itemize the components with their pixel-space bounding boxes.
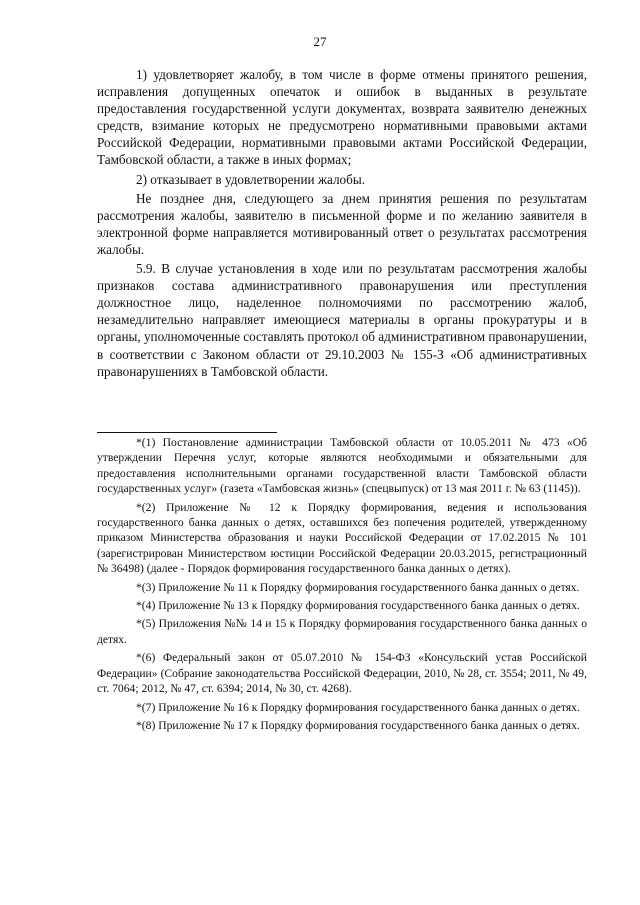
- footnote-separator: [97, 432, 277, 433]
- paragraph: 1) удовлетворяет жалобу, в том числе в форме отмены принятого решения, исправления допущенных опечаток и ошибок в выданных в результате предоставления государственной услуги документах, возврата заявителю денежных средств, взимание которых не предусмотрено нормативными правовыми актами Российской Федерации, нормативными правовыми актами Российской Федерации, Тамбовской области, а также в иных формах;: [97, 67, 587, 168]
- footnote: *(4) Приложение № 13 к Порядку формирования государственного банка данных о детях.: [136, 599, 580, 613]
- footnote: *(2) Приложение № 12 к Порядку формирования, ведения и использования государственного банка данных о детях, оставшихся без попечения родителей, утвержденному приказом Министерства образования и науки Российской Федерации от 17.02.2015 № 101 (зарегистрирован Министерством юстиции Российской Федерации 20.03.2015, регистрационный № 36498) (далее - Порядок формирования государственного банка данных о детях).: [97, 500, 587, 576]
- footnote: *(5) Приложения №№ 14 и 15 к Порядку формирования государственного банка данных о детях.: [97, 617, 587, 646]
- footnote: *(8) Приложение № 17 к Порядку формирования государственного банка данных о детях.: [136, 718, 580, 732]
- paragraph: 2) отказывает в удовлетворении жалобы.: [136, 171, 366, 187]
- footnote: *(3) Приложение № 11 к Порядку формирования государственного банка данных о детях.: [136, 580, 580, 594]
- footnote: *(1) Постановление администрации Тамбовской области от 10.05.2011 № 473 «Об утверждении Перечня услуг, которые являются необходимыми и обязательными для предоставления исполнительными органами государственной власти Тамбовской области государственных услуг» (газета «Тамбовская жизнь» (спецвыпуск) от 13 мая 2011 г. № 63 (1145)).: [97, 436, 587, 496]
- body-text: [97, 66, 587, 382]
- footnote: *(7) Приложение № 16 к Порядку формирования государственного банка данных о детях.: [136, 700, 580, 714]
- paragraph: Не позднее дня, следующего за днем принятия решения по результатам рассмотрения жалобы, заявителю в письменной форме и по желанию заявителя в электронной форме направляется мотивированный ответ о результатах рассмотрения жалобы.: [97, 190, 587, 257]
- page-number: 27: [313, 34, 327, 49]
- paragraph: 5.9. В случае установления в ходе или по результатам рассмотрения жалобы признаков состава административного правонарушения или преступления должностное лицо, наделенное полномочиями по рассмотрению жалоб, незамедлительно направляет имеющиеся материалы в органы прокуратуры и в органы, уполномоченные составлять протокол об административном правонарушении, в соответствии с Законом области от 29.10.2003 № 155-З «Об административных правонарушениях в Тамбовской области.: [97, 261, 587, 379]
- footnote: *(6) Федеральный закон от 05.07.2010 № 154-ФЗ «Консульский устав Российской Федерации» (Собрание законодательства Российской Федерации, 2010, № 28, ст. 3554; 2011, № 49, ст. 7064; 2012, № 47, ст. 6394; 2014, № 30, ст. 4268).: [97, 651, 587, 696]
- footnotes: [97, 435, 587, 736]
